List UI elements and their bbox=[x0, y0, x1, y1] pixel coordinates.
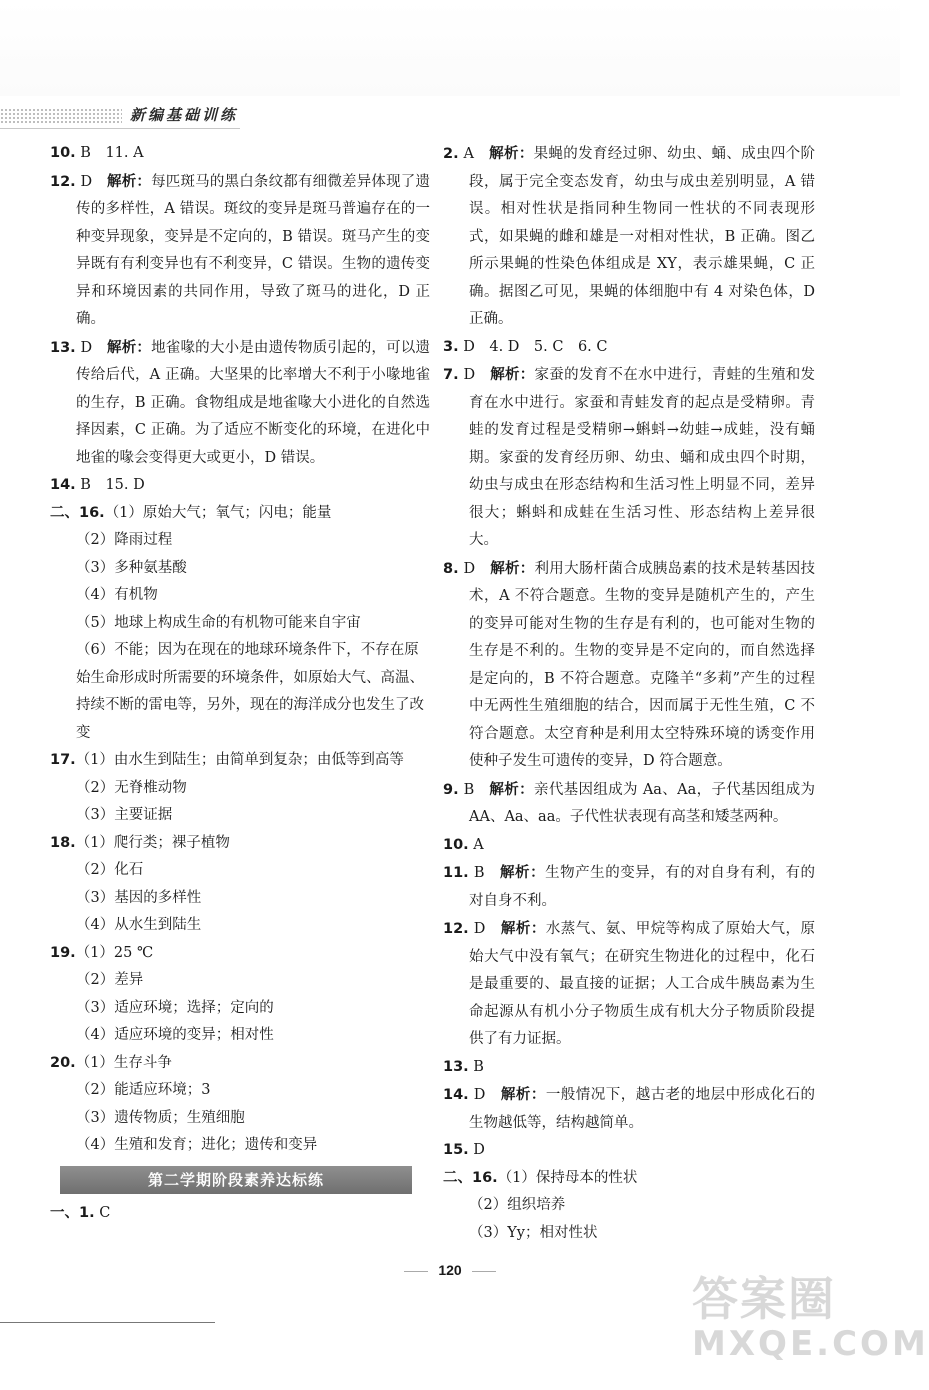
sub-answer: （2）降雨过程 bbox=[76, 532, 173, 548]
question-number: 2. bbox=[443, 146, 459, 162]
answer-text: D bbox=[75, 173, 107, 190]
analysis-label: 解析： bbox=[500, 864, 546, 881]
answer-entry bbox=[443, 1081, 815, 1137]
left-column bbox=[50, 140, 430, 1227]
answer-text: D bbox=[75, 339, 107, 356]
sub-answer: （3）多种氨基酸 bbox=[76, 559, 187, 576]
answer-entry bbox=[50, 940, 430, 968]
sub-answer: （3）Yy；相对性状 bbox=[469, 1224, 598, 1241]
answer-text: （1）爬行类；裸子植物 bbox=[75, 834, 230, 851]
answer-entry bbox=[50, 1050, 430, 1078]
question-number: 19. bbox=[50, 944, 76, 961]
answer-entry bbox=[443, 555, 815, 776]
analysis-text: 家蚕的发育不在水中进行，青蛙的生殖和发育在水中进行。家蚕和青蛙发育的起点是受精卵。青蛙的发育过程是受精卵→蝌蚪→幼蛙→成蛙，没有蛹期。家蚕的发育经历卵、幼虫、蛹和成虫四个时期，幼虫与成虫在形态结构和生活习性上明显不同，差异很大；蝌蚪和成蛙在生活习性、形态结构上差异很大。 bbox=[469, 367, 816, 548]
analysis-text: 地雀喙的大小是由遗传物质引起的，可以遗传给后代，A 正确。大坚果的比率增大不利于小喙地雀的生存，B 正确。食物组成是地雀喙大小进化的自然选择因素，C 正确。为了适应不断变化的环境，在进化中地雀的喙会变得更大或更小，D 错误。 bbox=[76, 339, 430, 466]
analysis-label: 解析： bbox=[489, 780, 534, 798]
sub-answer: （2）化石 bbox=[76, 862, 144, 878]
question-number: 20. bbox=[50, 1054, 76, 1071]
watermark-url: MXQE.COM bbox=[692, 1324, 929, 1364]
answer-text: A bbox=[458, 146, 490, 162]
sub-answer: （6）不能；因为在现在的地球环境条件下，不存在原始生命形成时所需要的环境条件，如原始大气、高温、持续不断的雷电等，另外，现在的海洋成分也发生了改变 bbox=[76, 642, 424, 741]
question-number: 13. bbox=[50, 339, 76, 356]
header-rule bbox=[0, 128, 240, 129]
answer-entry bbox=[50, 168, 430, 334]
running-header bbox=[0, 98, 240, 132]
sub-answer: （4）有机物 bbox=[76, 587, 158, 603]
page-top-margin bbox=[0, 0, 900, 96]
question-number: 9. bbox=[443, 781, 459, 798]
sub-answer: （5）地球上构成生命的有机物可能来自宇宙 bbox=[76, 614, 361, 631]
answer-text: D bbox=[468, 1142, 485, 1158]
answer-entry bbox=[443, 334, 815, 362]
question-number: 18. bbox=[50, 834, 76, 851]
bottom-rule bbox=[0, 1322, 215, 1323]
analysis-label: 解析： bbox=[107, 338, 152, 356]
question-number: 12. bbox=[443, 921, 469, 937]
question-number: 7. bbox=[443, 367, 459, 383]
watermark-logo: 答案圈 bbox=[692, 1272, 836, 1326]
answer-entry bbox=[443, 1165, 815, 1193]
answer-entry bbox=[50, 1200, 430, 1228]
sub-answer: （4）适应环境的变异；相对性 bbox=[76, 1027, 274, 1043]
analysis-label: 解析： bbox=[107, 172, 152, 190]
question-number: 8. bbox=[443, 560, 459, 577]
question-number: 14. bbox=[443, 1087, 469, 1103]
question-number: 10. bbox=[50, 145, 76, 161]
header-dot-pattern bbox=[0, 108, 122, 124]
question-number: 13. bbox=[443, 1058, 469, 1075]
answer-text: （1）生存斗争 bbox=[75, 1054, 172, 1071]
watermark bbox=[692, 1272, 929, 1384]
question-number: 二、16. bbox=[50, 504, 105, 521]
answer-entry bbox=[50, 747, 430, 775]
answer-entry bbox=[50, 472, 430, 500]
sub-answer: （2）差异 bbox=[76, 972, 144, 988]
analysis-label: 解析： bbox=[490, 366, 535, 383]
answer-text: D bbox=[458, 367, 491, 383]
answer-entry bbox=[443, 776, 815, 832]
answer-entry bbox=[443, 859, 815, 915]
question-number: 15. bbox=[443, 1142, 469, 1158]
sub-answer: （2）组织培养 bbox=[469, 1197, 566, 1213]
answer-entry bbox=[443, 1137, 815, 1165]
analysis-label: 解析： bbox=[500, 1086, 546, 1103]
answer-entry bbox=[443, 140, 815, 334]
answer-text: B 11. A bbox=[75, 145, 144, 161]
answer-text: D bbox=[468, 921, 501, 937]
answer-text: A bbox=[468, 836, 484, 853]
answer-entry bbox=[50, 140, 430, 168]
analysis-text: 果蝇的发育经过卵、幼虫、蛹、成虫四个阶段，属于完全变态发育，幼虫与成虫差别明显，A 错误。相对性状是指同种生物同一性状的不同表现形式，如果蝇的雌和雄是一对相对性状，B 正确。图乙所示果蝇的性染色体组成是 XY，表示雄果蝇，C 正确。据图乙可见，果蝇的体细胞中有 4 对染色体，D 正确。 bbox=[469, 146, 816, 327]
answer-text: B bbox=[468, 1058, 484, 1075]
answer-text: C bbox=[94, 1204, 111, 1221]
sub-answer: （3）基因的多样性 bbox=[76, 889, 202, 906]
answer-text: D bbox=[468, 1087, 501, 1103]
analysis-text: 利用大肠杆菌合成胰岛素的技术是转基因技术，A 不符合题意。生物的变异是随机产生的，产生的变异可能对生物的生存是有利的，也可能对生物的生存是不利的。生物的变异是不定向的，而自然选择是定向的，B 不符合题意。克隆羊“多莉”产生的过程中无两性生殖细胞的结合，因而属于无性生殖，C 不符合题意。太空育种是利用太空特殊环境的诱变作用使种子发生可遗传的变异，D 符合题意。 bbox=[469, 560, 816, 769]
page-number-text: 120 bbox=[438, 1262, 462, 1278]
sub-answer: （4）生殖和发育；进化；遗传和变异 bbox=[76, 1137, 318, 1153]
sub-answer: （3）遗传物质；生殖细胞 bbox=[76, 1109, 245, 1126]
question-number: 11. bbox=[443, 865, 469, 881]
sub-answer: （3）适应环境；选择；定向的 bbox=[76, 999, 274, 1016]
analysis-text: 每匹斑马的黑白条纹都有细微差异体现了遗传的多样性，A 错误。斑纹的变异是斑马普遍存在的一种变异现象，变异是不定向的，B 错误。斑马产生的变异既有有利变异也有不利变异，C 错误。生物的遗传变异和环境因素的共同作用，导致了斑马的进化，D 正确。 bbox=[76, 173, 430, 327]
analysis-label: 解析： bbox=[490, 559, 535, 577]
sub-answer: （2）能适应环境；3 bbox=[76, 1082, 211, 1098]
question-number: 10. bbox=[443, 836, 469, 853]
analysis-text: 亲代基因组成为 Aa、Aa，子代基因组成为 AA、Aa、aa。子代性状表现有高茎和矮茎两种。 bbox=[469, 781, 816, 825]
question-number: 12. bbox=[50, 173, 76, 190]
answer-entry bbox=[443, 832, 815, 860]
answer-text: （1）由水生到陆生；由简单到复杂；由低等到高等 bbox=[75, 752, 404, 768]
right-column bbox=[443, 140, 815, 1247]
answer-entry bbox=[443, 915, 815, 1054]
answer-text: D 4. D 5. C 6. C bbox=[458, 338, 608, 355]
question-number: 二、16. bbox=[443, 1169, 498, 1186]
answer-text: （1）保持母本的性状 bbox=[497, 1169, 638, 1186]
section-banner: 第二学期阶段素养达标练 bbox=[60, 1166, 412, 1194]
analysis-label: 解析： bbox=[500, 920, 546, 937]
analysis-text: 生物产生的变异，有的对自身有利，有的对自身不利。 bbox=[469, 865, 816, 909]
answer-text: B 15. D bbox=[75, 477, 145, 493]
sub-answer: （4）从水生到陆生 bbox=[76, 917, 202, 933]
answer-text: （1）25 ℃ bbox=[75, 944, 154, 961]
answer-text: （1）原始大气；氧气；闪电；能量 bbox=[104, 504, 332, 521]
analysis-text: 一般情况下，越古老的地层中形成化石的生物越低等，结构越简单。 bbox=[469, 1087, 816, 1131]
answer-entry bbox=[50, 500, 430, 528]
analysis-label: 解析： bbox=[489, 145, 534, 162]
answer-entry bbox=[443, 1054, 815, 1082]
question-number: 3. bbox=[443, 338, 459, 355]
header-title: 新编基础训练 bbox=[130, 106, 239, 124]
analysis-text: 水蒸气、氨、甲烷等构成了原始大气，原始大气中没有氧气；在研究生物进化的过程中，化石是最重要的、最直接的证据；人工合成牛胰岛素为生命起源从有机小分子物质生成有机大分子物质阶段提供了有力证据。 bbox=[469, 921, 816, 1047]
question-number: 一、1. bbox=[50, 1204, 95, 1221]
answer-entry bbox=[443, 361, 815, 555]
sub-answer: （2）无脊椎动物 bbox=[76, 779, 187, 796]
answer-text: B bbox=[468, 865, 501, 881]
answer-text: B bbox=[458, 781, 490, 798]
answer-entry bbox=[50, 334, 430, 473]
question-number: 14. bbox=[50, 477, 76, 493]
sub-answer: （3）主要证据 bbox=[76, 807, 173, 823]
answer-entry bbox=[50, 830, 430, 858]
question-number: 17. bbox=[50, 752, 76, 768]
answer-text: D bbox=[458, 560, 491, 577]
